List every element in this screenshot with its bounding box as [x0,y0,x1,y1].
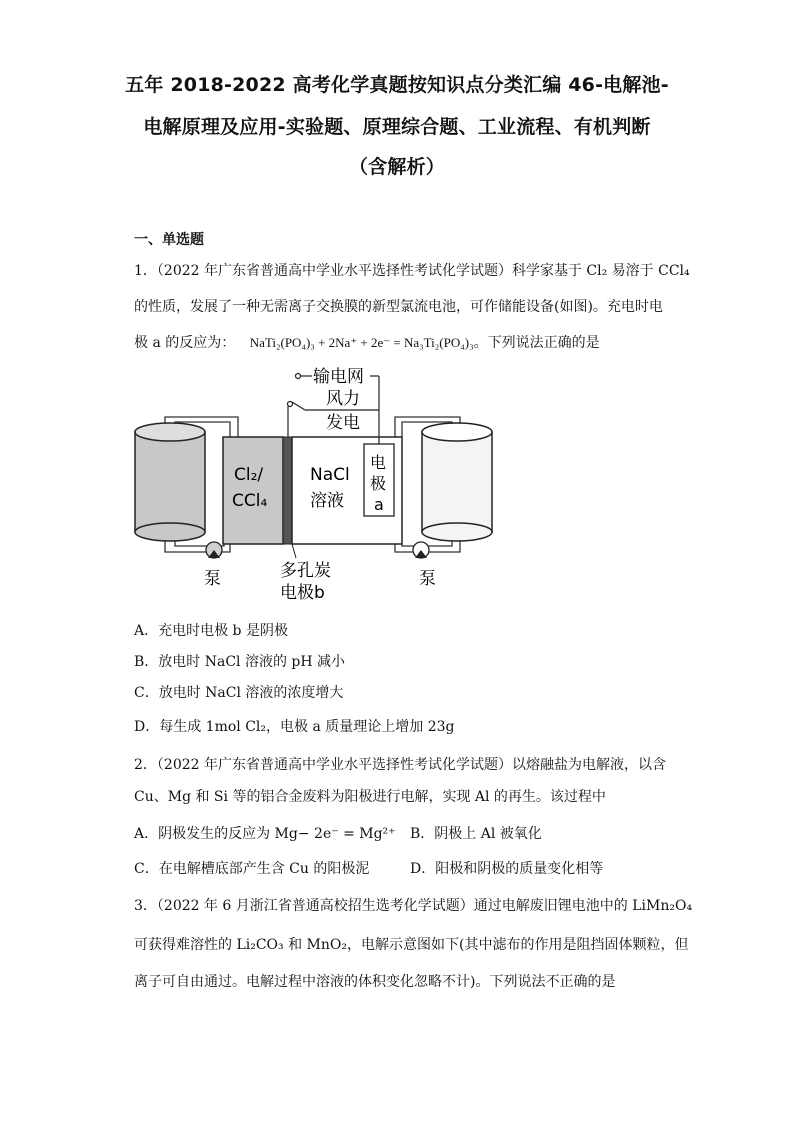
q1-option-c: C．放电时 NaCl 溶液的浓度增大 [134,685,344,701]
q2-text-line-2: Cu、Mg 和 Si 等的铝合金废料为阳极进行电解，实现 Al 的再生。该过程中 [134,789,606,805]
label-power-grid: 输电网 [313,367,364,387]
label-nacl: NaCl [310,465,350,485]
label-left-chamber-1: Cl₂/ [234,465,264,485]
q1-text-line-3 [134,332,600,352]
q1-text-line-2: 的性质，发展了一种无需离子交换膜的新型氯流电池，可作储能设备(如图)。充电时电 [134,299,663,315]
q1-option-a: A．充电时电极 b 是阴极 [134,623,288,639]
electrode-b-pointer [292,544,296,558]
label-electrode-b: 电极b [280,583,325,602]
label-electrode-a-1: 电 [370,453,387,472]
label-electrode-a-3: a [374,495,384,514]
right-storage-tank [422,423,492,541]
chlorine-flow-battery-diagram [130,362,500,602]
doc-title-line-2: 电解原理及应用-实验题、原理综合题、工业流程、有机判断 [143,116,651,138]
q1-option-d: D．每生成 1mol Cl₂，电极 a 质量理论上增加 23g [134,719,455,735]
q3-text-line-2: 可获得难溶性的 Li₂CO₃ 和 MnO₂，电解示意图如下(其中滤布的作用是阻挡固体颗粒，但 [134,937,689,953]
label-electrode-a-2: 极 [370,474,387,493]
q1-option-b: B．放电时 NaCl 溶液的 pH 减小 [134,654,346,670]
q2-option-d: D．阳极和阴极的质量变化相等 [410,861,604,877]
label-solution: 溶液 [310,491,344,511]
label-left-chamber-2: CCl₄ [232,491,268,511]
porous-carbon-electrode-b [283,437,292,544]
label-porous-carbon: 多孔炭 [280,561,331,581]
q1-line3-suffix: 。下列说法正确的是 [473,335,600,351]
q1-equation: NaTi₂(PO₄)₃ + 2Na⁺ + 2e⁻ = Na₃Ti₂(PO₄)₃ [249,335,474,350]
q2-option-b: B．阴极上 Al 被氧化 [410,826,542,842]
q1-text-line-1: 1．（2022 年广东省普通高中学业水平选择性考试化学试题）科学家基于 Cl₂ 易溶于 CCl₄ [134,263,690,279]
label-right-pump: 泵 [419,569,436,589]
label-wind-power-2: 发电 [326,413,360,433]
doc-title-line-1: 五年 2018-2022 高考化学真题按知识点分类汇编 46-电解池- [125,74,669,96]
right-pump-icon [413,542,429,558]
q2-option-a: A．阴极发生的反应为 Mg− 2e⁻ = Mg²⁺ [134,826,396,842]
label-left-pump: 泵 [204,569,221,589]
q2-text-line-1: 2．（2022 年广东省普通高中学业水平选择性考试化学试题）以熔融盐为电解液，以含 [134,757,666,773]
q1-line3-prefix: 极 a 的反应为： [134,335,236,351]
left-pump-icon [206,542,222,558]
section-heading: 一、单选题 [134,232,204,248]
q3-text-line-3: 离子可自由通过。电解过程中溶液的体积变化忽略不计)。下列说法不正确的是 [134,974,616,990]
q2-option-c: C．在电解槽底部产生含 Cu 的阳极泥 [134,861,370,877]
doc-title-line-3: （含解析） [348,156,445,178]
q3-text-line-1: 3．（2022 年 6 月浙江省普通高校招生选考化学试题）通过电解废旧锂电池中的 LiMn₂O₄ [134,898,693,914]
label-wind-power-1: 风力 [326,389,360,409]
left-storage-tank [135,423,205,541]
